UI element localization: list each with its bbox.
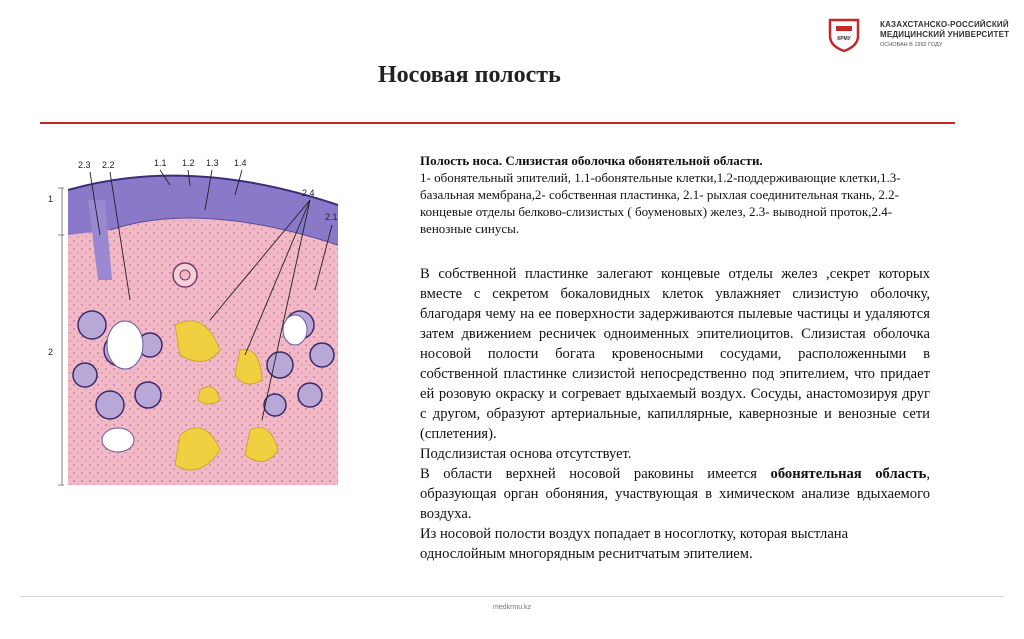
caption-title: Полость носа. Слизистая оболочка обонятельной области. xyxy=(420,153,763,168)
university-founded: ОСНОВАН В 1992 ГОДУ xyxy=(880,42,943,48)
figure-label: 2.2 xyxy=(102,160,115,170)
university-logo xyxy=(826,18,862,52)
histology-illustration xyxy=(40,150,345,490)
figure-label: 1.3 xyxy=(206,158,219,168)
slide-title: Носовая полость xyxy=(378,62,561,88)
figure-label: 1.4 xyxy=(234,158,247,168)
caption-text: 1- обонятельный эпителий, 1.1-обонятельные клетки,1.2-поддерживающие клетки,1.3- базальная мембрана,2- собственная пластинка, 2.1- рыхлая соединительная ткань, 2.2-концевые отделы белково-слизистых ( боуменовых) желез, 2.3- выводной проток,2.4-венозные синусы. xyxy=(420,170,901,236)
figure-label: 1.1 xyxy=(154,158,167,168)
figure-label: 2.3 xyxy=(78,160,91,170)
figure-label: 2.1 xyxy=(325,212,338,222)
footer-site: medkrmu.kz xyxy=(492,604,532,611)
paragraph: В области верхней носовой раковины имеется обонятельная область, образующая орган обоняния, участвующая в химическом анализе вдыхаемого воздуха. xyxy=(420,466,930,522)
figure-label: 1.2 xyxy=(182,158,195,168)
paragraph: В собственной пластинке залегают концевые отделы желез ,секрет которых вместе с секретом бокаловидных клеток увлажняет слизистую оболочку, благодаря чему на ее поверхности задерживаются пылевые частицы и удаляются затем движением ресничек одноименных эпителиоцитов. Слизистая оболочка носовой полости богата кровеносными сосудами, расположенными в собственной пластинке слизистой непосредственно под эпителием, что придает ей розовую окраску и согревает вдыхаемый воздух. Сосуды, анастомозируя друг с другом, образуют артериальные, капиллярные, кавернозные и венозные сети (сплетения). xyxy=(420,266,930,442)
footer-divider xyxy=(20,596,1004,597)
figure-label: 2.4 xyxy=(302,188,315,198)
title-divider xyxy=(40,122,955,124)
university-name: КАЗАХСТАНСКО-РОССИЙСКИЙ МЕДИЦИНСКИЙ УНИВЕРСИТЕТ xyxy=(880,20,1010,39)
figure-caption xyxy=(420,152,920,237)
figure-side-label: 1 xyxy=(48,194,54,204)
logo-text: КРМУ xyxy=(837,36,851,42)
paragraph: Подслизистая основа отсутствует. xyxy=(420,446,632,462)
paragraph: Из носовой полости воздух попадает в носоглотку, которая выстлана однослойным многорядным реснитчатым эпителием. xyxy=(420,526,849,562)
figure-side-label: 2 xyxy=(48,347,54,357)
body-text xyxy=(420,264,930,564)
bold-term: обонятельная область xyxy=(770,466,927,482)
